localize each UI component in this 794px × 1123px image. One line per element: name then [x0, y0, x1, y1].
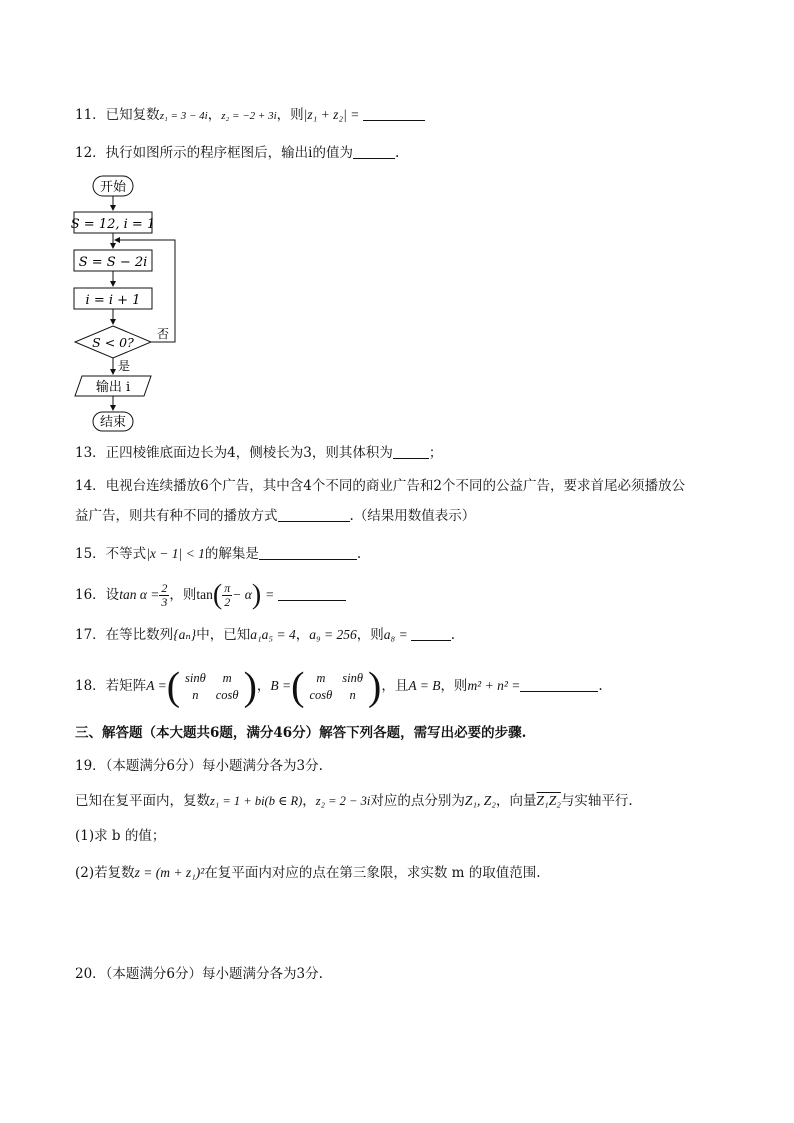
q14-line1: 14．电视台连续播放6个广告，其中含4个不同的商业广告和2个不同的公益广告，要求首尾必须播放公: [75, 478, 685, 494]
q19-body-prefix: 已知在复平面内，复数: [75, 793, 210, 809]
q16-two: 2: [224, 595, 231, 609]
flowchart: [65, 170, 195, 432]
q17-cond2: a₉ = 256: [309, 627, 357, 642]
question-19-header: 19．（本题满分6分）每小题满分各为3分.: [75, 758, 323, 774]
q18-end: .: [598, 678, 603, 694]
q18-mid: ，且: [381, 678, 409, 694]
q16-frac-den: 3: [161, 595, 168, 609]
answer-blank-11[interactable]: [363, 106, 425, 121]
q12-end: .: [395, 145, 400, 161]
q16-minus-alpha: − α: [232, 587, 252, 602]
q16-equals: =: [265, 587, 275, 602]
q19-p2-suffix: 在复平面内对应的点在第三象限，求实数 m 的取值范围.: [204, 865, 541, 881]
q18-B-right-paren: ): [368, 663, 382, 709]
q18-A-right-paren: ): [243, 663, 257, 709]
q18-A21: n: [192, 687, 199, 702]
q19-z2: z₂ = 2 − 3i: [315, 794, 371, 808]
q18-sep: ，: [256, 678, 271, 694]
q18-target: m² + n² =: [467, 678, 521, 693]
q15-prefix: 15．不等式: [75, 546, 147, 562]
q18-B22: n: [349, 687, 356, 702]
q19-vector: Z₁Z₂: [536, 793, 561, 808]
question-19-part2: [75, 863, 541, 883]
q15-expr: |x − 1| < 1: [146, 546, 205, 561]
q18-A22: cosθ: [215, 687, 239, 702]
q18-B21: cosθ: [309, 687, 333, 702]
q16-pi: π: [224, 581, 231, 595]
q18-matrix-B: [304, 670, 368, 704]
q16-frac-num: 2: [161, 581, 168, 595]
flowchart-step2-label: i = i + 1: [85, 293, 141, 308]
q19-p2-expr: z = (m + z₁)²: [134, 865, 205, 880]
q19-p2-prefix: (2)若复数: [75, 865, 135, 881]
q13-text: 13．正四棱锥底面边长为4，侧棱长为3，则其体积为: [75, 445, 393, 461]
q19-points: Z₁, Z₂: [464, 793, 496, 808]
q11-expr: |z₁ + z₂| =: [303, 107, 360, 122]
q17-mid2: ，则: [356, 627, 384, 643]
q11-sep: ，: [207, 107, 222, 123]
q14-line2-end: .（结果用数值表示）: [349, 508, 476, 524]
question-20-header: 20．（本题满分6分）每小题满分各为3分.: [75, 966, 323, 982]
q19-z1: z₁ = 1 + bi(b ∈ R): [210, 794, 303, 808]
q18-A-left-paren: (: [166, 663, 181, 709]
question-19-body: [75, 791, 633, 811]
q13-end: ；: [428, 445, 443, 461]
answer-blank-17[interactable]: [411, 626, 451, 641]
q18-B-left-paren: (: [291, 663, 305, 709]
q16-left-paren: (: [212, 579, 223, 611]
q16-fraction: [159, 582, 169, 609]
question-15: [75, 544, 361, 564]
answer-blank-14[interactable]: [278, 507, 350, 522]
q12-text: 12．执行如图所示的程序框图后，输出i的值为: [75, 145, 353, 161]
flowchart-condition-label: S < 0?: [92, 335, 134, 350]
answer-blank-12[interactable]: [353, 144, 395, 159]
q16-pi-fraction: [222, 582, 232, 609]
question-18: [75, 663, 603, 709]
q17-prefix: 17．在等比数列: [75, 627, 174, 643]
q16-tan-alpha: tan α =: [119, 587, 160, 602]
question-13: [75, 443, 442, 463]
q15-end: .: [356, 546, 362, 562]
answer-blank-18[interactable]: [520, 677, 598, 692]
q17-end: .: [450, 627, 456, 643]
answer-blank-15[interactable]: [259, 545, 357, 560]
question-11: [75, 105, 425, 126]
q18-A12: m: [222, 670, 232, 685]
q11-mid: ，则: [276, 107, 304, 123]
q18-B11: m: [316, 670, 326, 685]
flowchart-end-label: 结束: [99, 415, 127, 430]
question-14-line1: [75, 476, 685, 496]
q18-B12: sinθ: [342, 670, 363, 685]
question-12: [75, 143, 399, 163]
q11-prefix: 11．已知复数: [75, 107, 160, 123]
q16-mid: ，则: [169, 587, 197, 603]
q14-line2: 益广告，则共有种不同的播放方式: [75, 508, 278, 524]
q18-mid2: ，则: [440, 678, 468, 694]
q18-A11: sinθ: [185, 670, 206, 685]
q17-cond1: a₁a₅ = 4: [250, 627, 296, 642]
q19-sep: ，: [302, 793, 316, 809]
flowchart-step1-label: S = S − 2i: [78, 255, 148, 270]
q18-cond: A = B: [408, 678, 441, 693]
q19-body-mid2: ，向量: [496, 793, 537, 809]
answer-blank-16[interactable]: [278, 586, 346, 601]
q16-prefix: 16．设: [75, 587, 120, 603]
flowchart-start-label: 开始: [99, 180, 127, 195]
q17-seq: {aₙ}: [173, 627, 197, 642]
q15-suffix: 的解集是: [204, 546, 259, 562]
q19-body-end: 与实轴平行.: [560, 793, 633, 809]
q19-body-mid: 对应的点分别为: [370, 793, 465, 809]
q16-right-paren: ): [251, 579, 262, 611]
q17-mid: 中，已知: [196, 627, 251, 643]
q18-A-label: A =: [146, 678, 167, 693]
answer-blank-13[interactable]: [393, 444, 429, 459]
flowchart-no-label: 否: [157, 327, 170, 341]
q18-prefix: 18．若矩阵: [75, 678, 147, 694]
question-17: [75, 625, 455, 645]
section-3-heading: 三、解答题（本大题共6题，满分46分）解答下列各题，需写出必要的步骤.: [75, 725, 527, 741]
question-16: [75, 578, 346, 613]
q11-z2: z₂ = −2 + 3i: [221, 110, 277, 122]
q17-sep: ，: [295, 627, 310, 643]
question-14-line2: [75, 506, 475, 526]
flowchart-output-label: 输出 i: [95, 380, 131, 395]
q17-target: a₈ =: [383, 627, 408, 642]
q18-B-label: B =: [270, 678, 292, 693]
flowchart-yes-label: 是: [118, 359, 131, 373]
question-19-part1: (1)求 b 的值；: [75, 828, 166, 844]
flowchart-init-label: S = 12, i = 1: [70, 217, 156, 232]
q18-matrix-A: [180, 670, 244, 704]
q16-tan: tan: [196, 587, 213, 602]
q11-z1: z₁ = 3 − 4i: [159, 110, 208, 122]
